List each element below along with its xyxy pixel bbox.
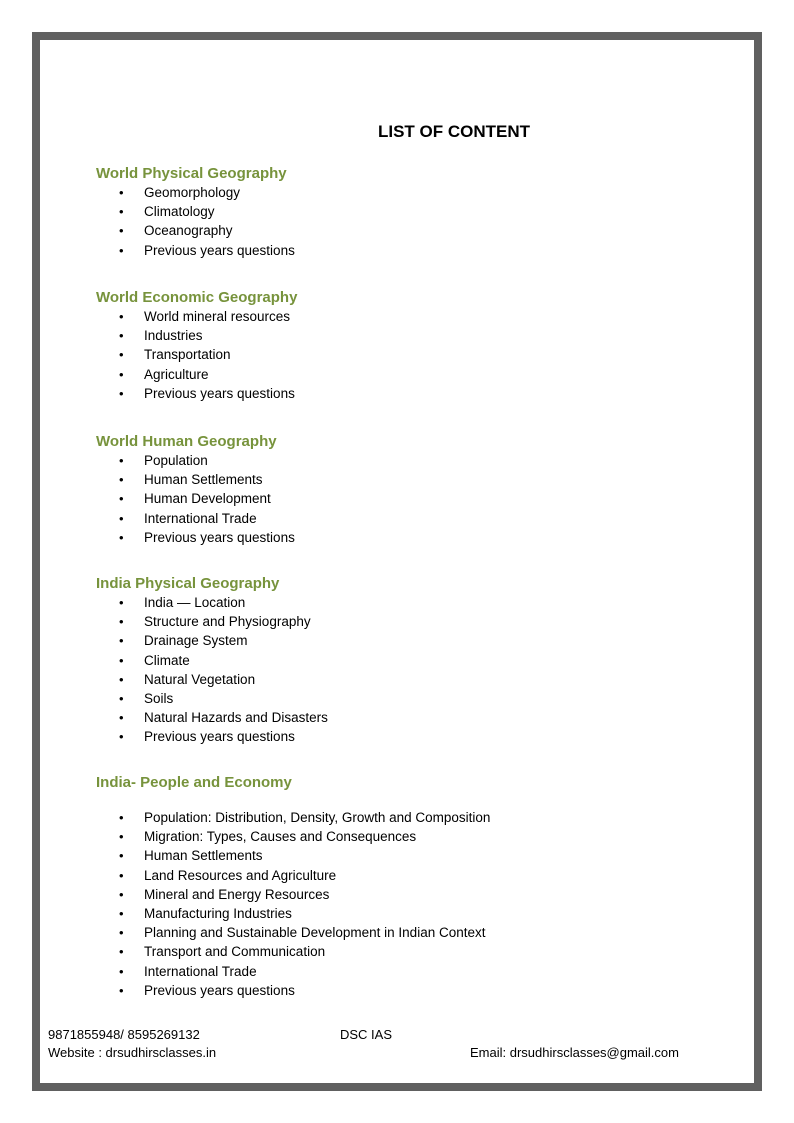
- list-item: • Migration: Types, Causes and Consequences: [96, 827, 490, 846]
- section-heading: World Economic Geography: [96, 289, 298, 306]
- bullet-icon: •: [119, 925, 124, 941]
- list-item: • India — Location: [96, 593, 328, 612]
- list-item: • Previous years questions: [96, 981, 490, 1000]
- bullet-icon: •: [119, 710, 124, 726]
- footer-brand: DSC IAS: [340, 1027, 393, 1042]
- list-item: • Human Settlements: [96, 846, 490, 865]
- list-item: • Structure and Physiography: [96, 612, 328, 631]
- list-item: • Mineral and Energy Resources: [96, 885, 490, 904]
- footer-website: Website : drsudhirsclasses.in: [48, 1045, 217, 1060]
- section-india-people-and-economy: [96, 773, 490, 1000]
- list-item: • Transport and Communication: [96, 942, 490, 961]
- list-item: • International Trade: [96, 962, 490, 981]
- bullet-icon: •: [119, 886, 124, 902]
- bullet-icon: •: [119, 595, 124, 610]
- list-item: • Geomorphology: [96, 183, 295, 202]
- list-item: • Population: [96, 451, 295, 470]
- list-item: • Population: Distribution, Density, Growth and Composition: [96, 808, 490, 827]
- section-world-physical-geography: [96, 164, 295, 260]
- section-heading: India- People and Economy: [96, 774, 292, 791]
- bullet-icon: •: [119, 906, 124, 922]
- list-item: • Previous years questions: [96, 528, 295, 547]
- bullet-icon: •: [119, 472, 124, 488]
- bullet-icon: •: [119, 729, 124, 745]
- bullet-icon: •: [119, 204, 124, 220]
- bullet-icon: •: [119, 185, 124, 200]
- list-item: • Natural Hazards and Disasters: [96, 708, 328, 727]
- bullet-icon: •: [119, 691, 124, 707]
- list-item: • Manufacturing Industries: [96, 904, 490, 923]
- bullet-icon: •: [119, 633, 124, 649]
- section-heading: World Human Geography: [96, 433, 277, 450]
- bullet-icon: •: [119, 242, 124, 258]
- bullet-icon: •: [119, 453, 124, 468]
- topic-list: [96, 593, 328, 747]
- list-item: • International Trade: [96, 509, 295, 528]
- section-world-human-geography: [96, 432, 295, 547]
- list-item: • Soils: [96, 689, 328, 708]
- bullet-icon: •: [119, 963, 124, 979]
- bullet-icon: •: [119, 829, 124, 845]
- footer-email: Email: drsudhirsclasses@gmail.com: [470, 1045, 679, 1060]
- list-item: • Previous years questions: [96, 727, 328, 746]
- bullet-icon: •: [119, 848, 124, 864]
- list-item: • Land Resources and Agriculture: [96, 866, 490, 885]
- topic-list: [96, 808, 490, 1000]
- list-item: • Human Settlements: [96, 470, 295, 489]
- bullet-icon: •: [119, 223, 124, 239]
- bullet-icon: •: [119, 944, 124, 960]
- bullet-icon: •: [119, 671, 124, 687]
- list-item: • Oceanography: [96, 221, 295, 240]
- page-title: LIST OF CONTENT: [377, 122, 531, 141]
- footer-phone: 9871855948/ 8595269132: [48, 1027, 200, 1042]
- topic-list: [96, 307, 297, 403]
- section-heading: World Physical Geography: [96, 165, 287, 182]
- bullet-icon: •: [119, 652, 124, 668]
- list-item: • Climatology: [96, 202, 295, 221]
- section-heading: India Physical Geography: [96, 575, 280, 592]
- section-world-economic-geography: [96, 288, 297, 403]
- list-item: • Agriculture: [96, 365, 297, 384]
- list-item: • World mineral resources: [96, 307, 297, 326]
- section-india-physical-geography: [96, 574, 328, 747]
- bullet-icon: •: [119, 491, 124, 507]
- bullet-icon: •: [119, 510, 124, 526]
- list-item: • Industries: [96, 326, 297, 345]
- list-item: • Climate: [96, 651, 328, 670]
- list-item: • Human Development: [96, 489, 295, 508]
- bullet-icon: •: [119, 614, 124, 630]
- bullet-icon: •: [119, 366, 124, 382]
- list-item: • Natural Vegetation: [96, 670, 328, 689]
- list-item: • Planning and Sustainable Development in Indian Context: [96, 923, 490, 942]
- bullet-icon: •: [119, 529, 124, 545]
- topic-list: [96, 183, 295, 260]
- list-item: • Previous years questions: [96, 384, 297, 403]
- bullet-icon: •: [119, 385, 124, 401]
- bullet-icon: •: [119, 810, 124, 825]
- list-item: • Drainage System: [96, 631, 328, 650]
- bullet-icon: •: [119, 328, 124, 344]
- bullet-icon: •: [119, 347, 124, 363]
- bullet-icon: •: [119, 867, 124, 883]
- topic-list: [96, 451, 295, 547]
- list-item: • Transportation: [96, 345, 297, 364]
- list-item: • Previous years questions: [96, 241, 295, 260]
- bullet-icon: •: [119, 309, 124, 324]
- bullet-icon: •: [119, 982, 124, 998]
